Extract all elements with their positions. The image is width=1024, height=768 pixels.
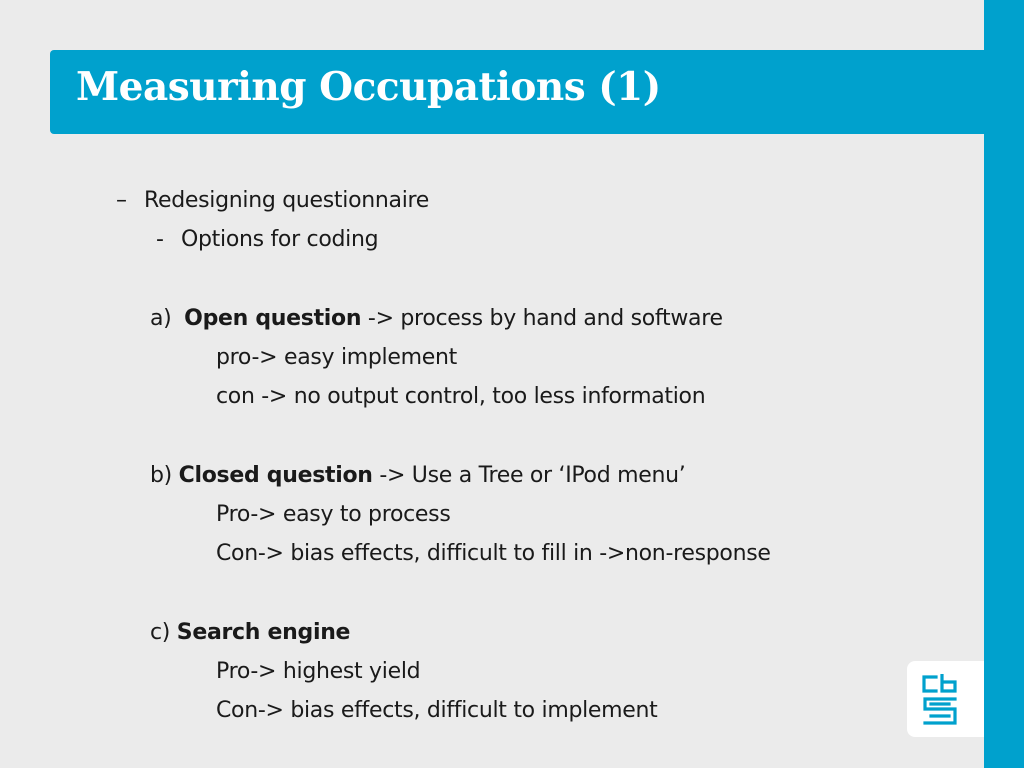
option-a-term: Open question (184, 306, 362, 331)
option-a-con: con -> no output control, too less information (216, 384, 706, 409)
option-c-con: Con-> bias effects, difficult to implement (216, 698, 658, 723)
title-banner (50, 50, 984, 134)
bullet-level2 (156, 227, 379, 253)
option-b-term: Closed question (178, 463, 373, 488)
dash-marker: – (116, 188, 127, 213)
option-b-pro: Pro-> easy to process (216, 502, 451, 527)
right-accent-bar (984, 0, 1024, 768)
option-b-prefix: b) (150, 463, 172, 488)
logo-container (907, 661, 984, 737)
option-a-pro: pro-> easy implement (216, 345, 457, 370)
option-c-term: Search engine (176, 620, 351, 645)
option-b-con: Con-> bias effects, difficult to fill in ->non-response (216, 541, 771, 566)
option-c-prefix: c) (150, 620, 171, 645)
option-a-description: -> process by hand and software (361, 306, 723, 331)
option-a-prefix: a) (150, 306, 172, 331)
bullet-level1 (116, 188, 430, 214)
hyphen-marker: - (156, 227, 164, 252)
cbs-logo-icon (922, 674, 958, 726)
bullet-level1-text: Redesigning questionnaire (144, 188, 430, 213)
option-a-heading (150, 306, 723, 332)
option-c-heading (150, 620, 350, 646)
option-c-pro: Pro-> highest yield (216, 659, 421, 684)
slide-title: Measuring Occupations (1) (76, 64, 661, 110)
bullet-level2-text: Options for coding (181, 227, 379, 252)
option-b-heading (150, 463, 685, 489)
option-b-description: -> Use a Tree or ‘IPod menu’ (372, 463, 686, 488)
